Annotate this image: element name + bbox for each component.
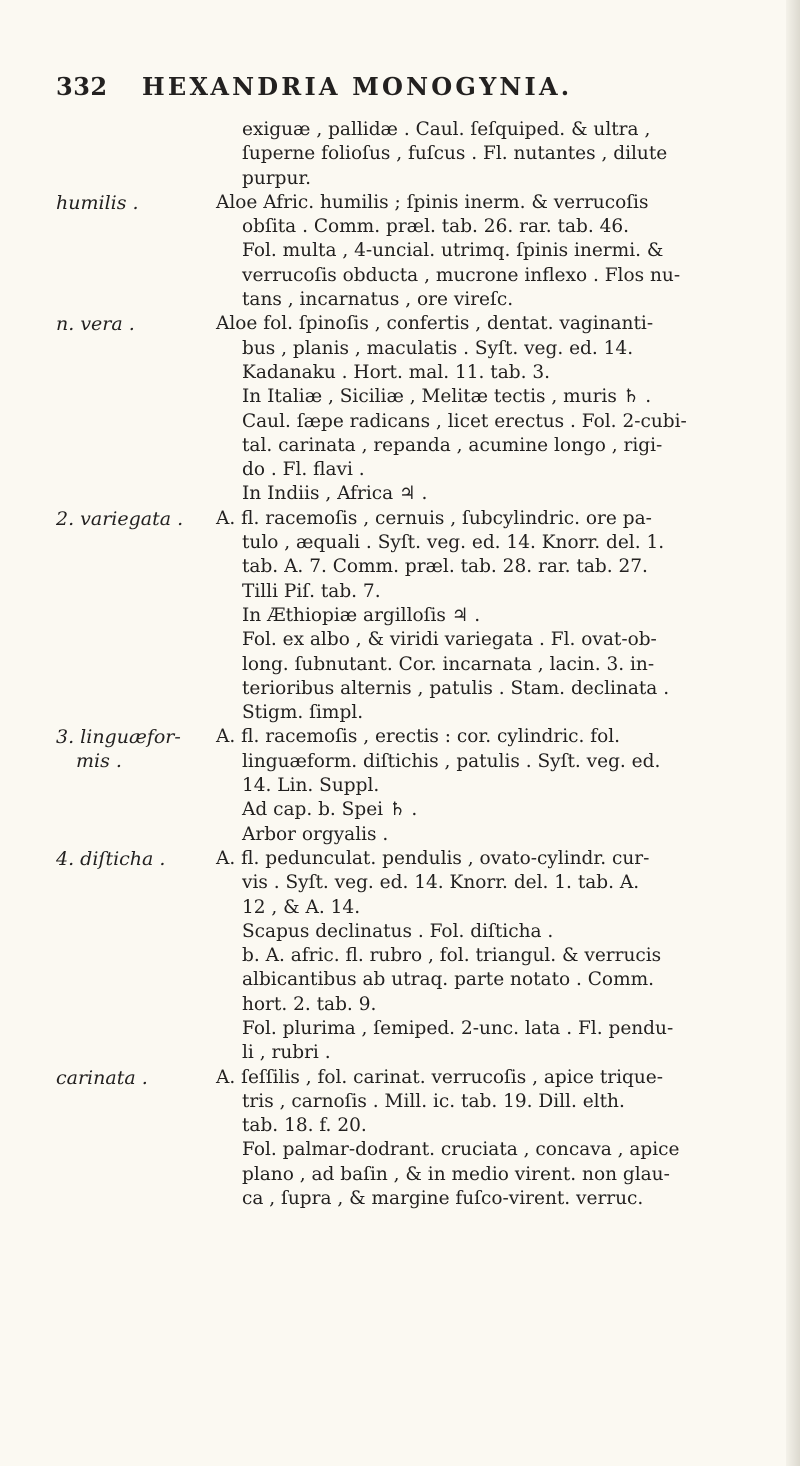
- text-line: purpur.: [242, 167, 312, 189]
- text-line: tris , carnoſis . Mill. ic. tab. 19. Dill. elth.: [242, 1090, 625, 1112]
- text-line: vis . Syſt. veg. ed. 14. Knorr. del. 1. tab. A.: [242, 872, 640, 894]
- text-line: Fol. palmar-dodrant. cruciata , concava , apice: [242, 1139, 680, 1161]
- text-line: tans , incarnatus , ore vireſc.: [242, 289, 514, 311]
- text-line: A. ſeſſilis , fol. carinat. verrucoſis , apice trique-: [216, 1066, 663, 1088]
- text-line: Fol. multa , 4-uncial. utrimq. ſpinis inermi. &: [242, 240, 664, 262]
- entry-text: [216, 191, 776, 312]
- text-line: Arbor orgyalis .: [242, 823, 389, 845]
- text-line: Fol. ex albo , & viridi variegata . Fl. ovat-ob-: [242, 629, 657, 651]
- species-entries: [56, 118, 776, 1211]
- text-line: long. ſubnutant. Cor. incarnata , lacin. 3. in-: [242, 653, 655, 675]
- running-title: HEXANDRIA MONOGYNIA.: [142, 72, 573, 101]
- text-line: 14. Lin. Suppl.: [242, 775, 380, 797]
- species-entry: [56, 191, 776, 312]
- text-line: Aloe Afric. humilis ; ſpinis inerm. & verrucoſis: [216, 191, 649, 213]
- text-line: exiguæ , pallidæ . Caul. ſeſquiped. & ultra ,: [242, 119, 651, 140]
- text-line: In Italiæ , Siciliæ , Melitæ tectis , muris ♄ .: [242, 386, 652, 408]
- text-line: tulo , æquali . Syſt. veg. ed. 14. Knorr. del. 1.: [242, 532, 665, 554]
- species-label-line: carinata .: [56, 1066, 148, 1089]
- text-line: Scapus declinatus . Fol. diſticha .: [242, 920, 554, 942]
- species-label: [56, 507, 184, 531]
- text-line: b. A. afric. fl. rubro , fol. triangul. & verrucis: [242, 945, 662, 967]
- entry-text: [216, 118, 776, 191]
- text-line: Tilli Piſ. tab. 7.: [242, 580, 381, 602]
- text-line: Kadanaku . Hort. mal. 11. tab. 3.: [242, 361, 551, 383]
- species-label: [56, 847, 176, 871]
- species-entry: [56, 118, 776, 191]
- entry-text: [216, 725, 776, 846]
- text-line: In Indiis , Africa ♃ .: [242, 483, 428, 505]
- text-line: obſita . Comm. præl. tab. 26. rar. tab. 46.: [242, 216, 630, 238]
- species-label-line: humilis .: [56, 191, 139, 214]
- page-edge-shadow: [786, 0, 800, 1466]
- text-line: In Æthiopiæ argilloſis ♃ .: [242, 604, 481, 626]
- text-line: plano , ad baſin , & in medio virent. non glau-: [242, 1163, 670, 1185]
- entry-text: [216, 312, 776, 506]
- text-line: A. fl. racemoſis , erectis : cor. cylindric. fol.: [216, 726, 621, 748]
- text-line: linguæform. diſtichis , patulis . Syſt. veg. ed.: [242, 750, 661, 772]
- text-line: do . Fl. flavi .: [242, 459, 365, 481]
- text-line: bus , planis , maculatis . Syſt. veg. ed. 14.: [242, 337, 634, 359]
- entry-text: [216, 1066, 776, 1212]
- species-entry: [56, 725, 776, 846]
- page-header: [56, 72, 716, 112]
- species-label: [56, 312, 176, 336]
- text-line: tab. 18. f. 20.: [242, 1115, 367, 1137]
- text-line: tal. carinata , repanda , acumine longo , rigi-: [242, 434, 663, 456]
- text-line: A. fl. pedunculat. pendulis , ovato-cylindr. cur-: [216, 847, 650, 869]
- text-line: terioribus alternis , patulis . Stam. declinata .: [242, 677, 670, 699]
- text-line: verrucoſis obducta , mucrone inflexo . Flos nu-: [242, 264, 681, 286]
- entry-text: [216, 507, 776, 726]
- species-label-line: 3. linguæfor-: [56, 726, 181, 749]
- species-entry: [56, 1066, 776, 1212]
- species-entry: [56, 847, 776, 1066]
- text-line: 12 , & A. 14.: [242, 896, 361, 918]
- entry-text: [216, 847, 776, 1066]
- species-label-line: 4. diſticha .: [56, 847, 166, 870]
- text-line: tab. A. 7. Comm. præl. tab. 28. rar. tab. 27.: [242, 556, 648, 578]
- text-line: Ad cap. b. Spei ♄ .: [242, 799, 418, 821]
- text-line: ca , ſupra , & margine fuſco-virent. verruc.: [242, 1188, 644, 1210]
- text-line: hort. 2. tab. 9.: [242, 993, 377, 1015]
- text-line: albicantibus ab utraq. parte notato . Comm.: [242, 969, 655, 991]
- text-line: A. fl. racemoſis , cernuis , ſubcylindric. ore pa-: [216, 507, 652, 529]
- species-label: [56, 725, 181, 773]
- species-label: [56, 1066, 176, 1090]
- text-line: ſuperne folioſus , fuſcus . Fl. nutantes , dilute: [242, 143, 668, 165]
- species-entry: [56, 312, 776, 506]
- species-label-line: 2. variegata .: [56, 507, 184, 530]
- text-line: Aloe fol. ſpinoſis , confertis , dentat. vaginanti-: [216, 313, 654, 335]
- text-line: Stigm. ſimpl.: [242, 702, 364, 724]
- species-label-line: n. vera .: [56, 313, 135, 336]
- species-label: [56, 191, 176, 215]
- text-line: Fol. plurima , ſemiped. 2-unc. lata . Fl. pendu-: [242, 1017, 674, 1039]
- text-line: li , rubri .: [242, 1042, 331, 1064]
- species-entry: [56, 507, 776, 726]
- text-line: Caul. ſæpe radicans , licet erectus . Fol. 2-cubi-: [242, 410, 687, 432]
- page-number: 332: [56, 72, 108, 101]
- species-label-line: mis .: [76, 750, 122, 773]
